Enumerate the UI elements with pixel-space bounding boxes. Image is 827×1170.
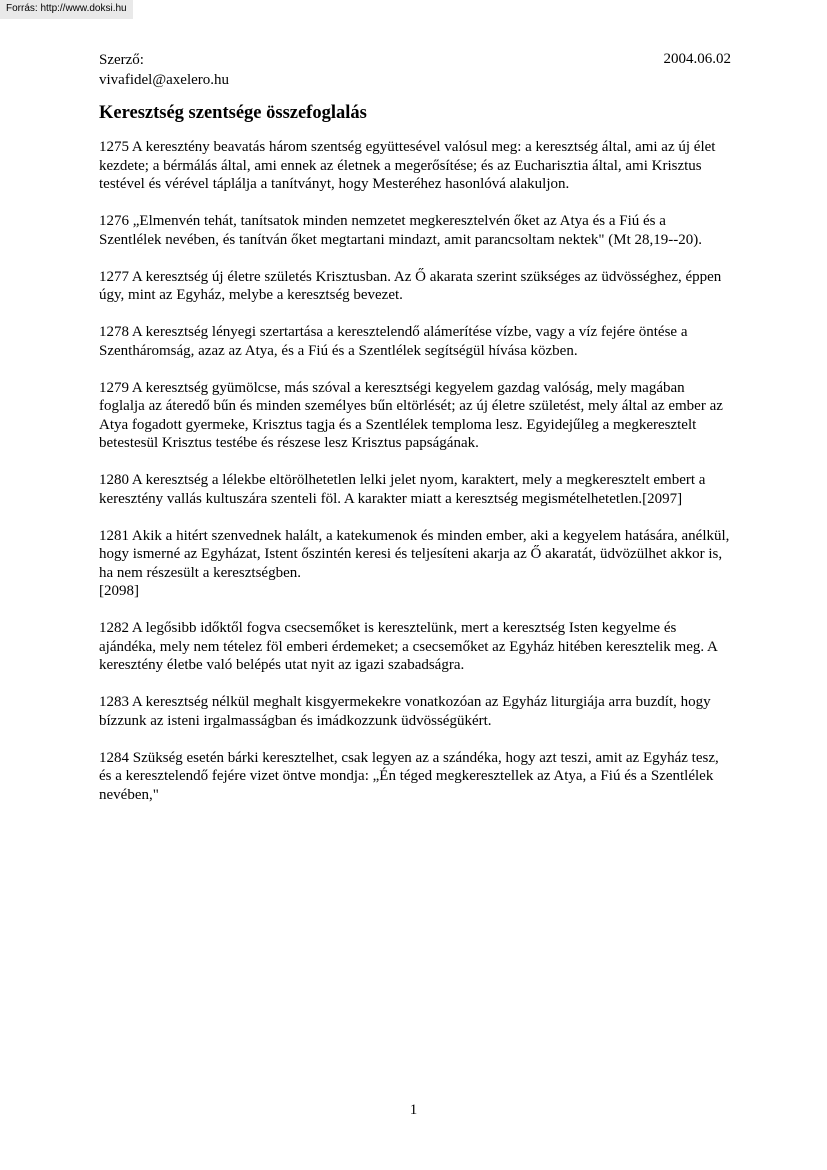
paragraph: 1277 A keresztség új életre születés Krisztusban. Az Ő akarata szerint szükséges az üdvösséghez, éppen úgy, mint az Egyház, melybe a keresztség bevezet. [99, 268, 722, 303]
paragraph: 1276 „Elmenvén tehát, tanítsatok minden nemzetet megkeresztelvén őket az Atya és a Fiú és a Szentlélek nevében, és tanítván őket megtartani mindazt, amit parancsoltam nektek" (Mt 28,19--20). [99, 213, 703, 248]
paragraph: 1280 A keresztség a lélekbe eltörölhetetlen lelki jelet nyom, karaktert, mely a megkeresztelt embert a keresztény vallás kultuszára szenteli föl. A karakter miatt a keresztség megismételhetetlen.[2097] [99, 472, 706, 507]
document-body [99, 50, 731, 823]
paragraph-list [99, 138, 731, 804]
author-email: vivafidel@axelero.hu [99, 72, 230, 88]
document-date: 2004.06.02 [663, 51, 731, 67]
paragraph: 1279 A keresztség gyümölcse, más szóval a keresztségi kegyelem gazdag valóság, mely magában foglalja az áteredő bűn és minden személyes bűn eltörlését; az új életre születést, mely által az ember az Atya fogadott gyermeke, Krisztus tagja és a Szentlélek temploma lesz. Egyidejűleg a megkeresztelt betestesül Krisztus testébe és részese lesz Krisztus papságának. [99, 379, 723, 451]
paragraph: 1282 A legősibb időktől fogva csecsemőket is keresztelünk, mert a keresztség Isten kegyelme és ajándéka, mely nem tételez föl emberi érdemeket; a csecsemőket az Egyház hitében keresztelik meg. A keresztény életbe való belépés utat nyit az igazi szabadságra. [99, 620, 718, 673]
author-block [99, 50, 229, 90]
source-banner: Forrás: http://www.doksi.hu [0, 0, 133, 19]
document-header [99, 50, 731, 90]
paragraph: 1283 A keresztség nélkül meghalt kisgyermekekre vonatkozóan az Egyház liturgiája arra buzdít, hogy bízzunk az isteni irgalmasságban és imádkozzunk üdvösségükért. [99, 694, 711, 729]
paragraph: 1275 A keresztény beavatás három szentség együttesével valósul meg: a keresztség által, ami az új élet kezdete; a bérmálás által, ami ennek az életnek a megerősítése; és az Eucharisztia által, ami Krisztus testével és vérével táplálja a tanítványt, hogy Mesteréhez hasonlóvá alakuljon. [99, 139, 716, 192]
paragraph: 1278 A keresztség lényegi szertartása a keresztelendő alámerítése vízbe, vagy a víz fejére öntése a Szentháromság, azaz az Atya, és a Fiú és a Szentlélek segítségül hívása közben. [99, 324, 688, 359]
document-title: Keresztség szentsége összefoglalás [99, 103, 367, 123]
paragraph: 1281 Akik a hitért szenvednek halált, a katekumenok és minden ember, aki a kegyelem hatására, anélkül, hogy ismerné az Egyházat, Istent őszintén keresi és teljesíteni akarja az Ő akaratát, üdvözülhet akkor is, ha nem részesült a keresztségben. [2098] [99, 527, 730, 599]
page-number: 1 [409, 1102, 418, 1118]
paragraph: 1284 Szükség esetén bárki keresztelhet, csak legyen az a szándéka, hogy azt teszi, amit az Egyház tesz, és a keresztelendő fejére vizet öntve mondja: „Én téged megkeresztellek az Atya, a Fiú és a Szentlélek nevében," [99, 749, 719, 803]
author-label: Szerző: [99, 52, 144, 68]
